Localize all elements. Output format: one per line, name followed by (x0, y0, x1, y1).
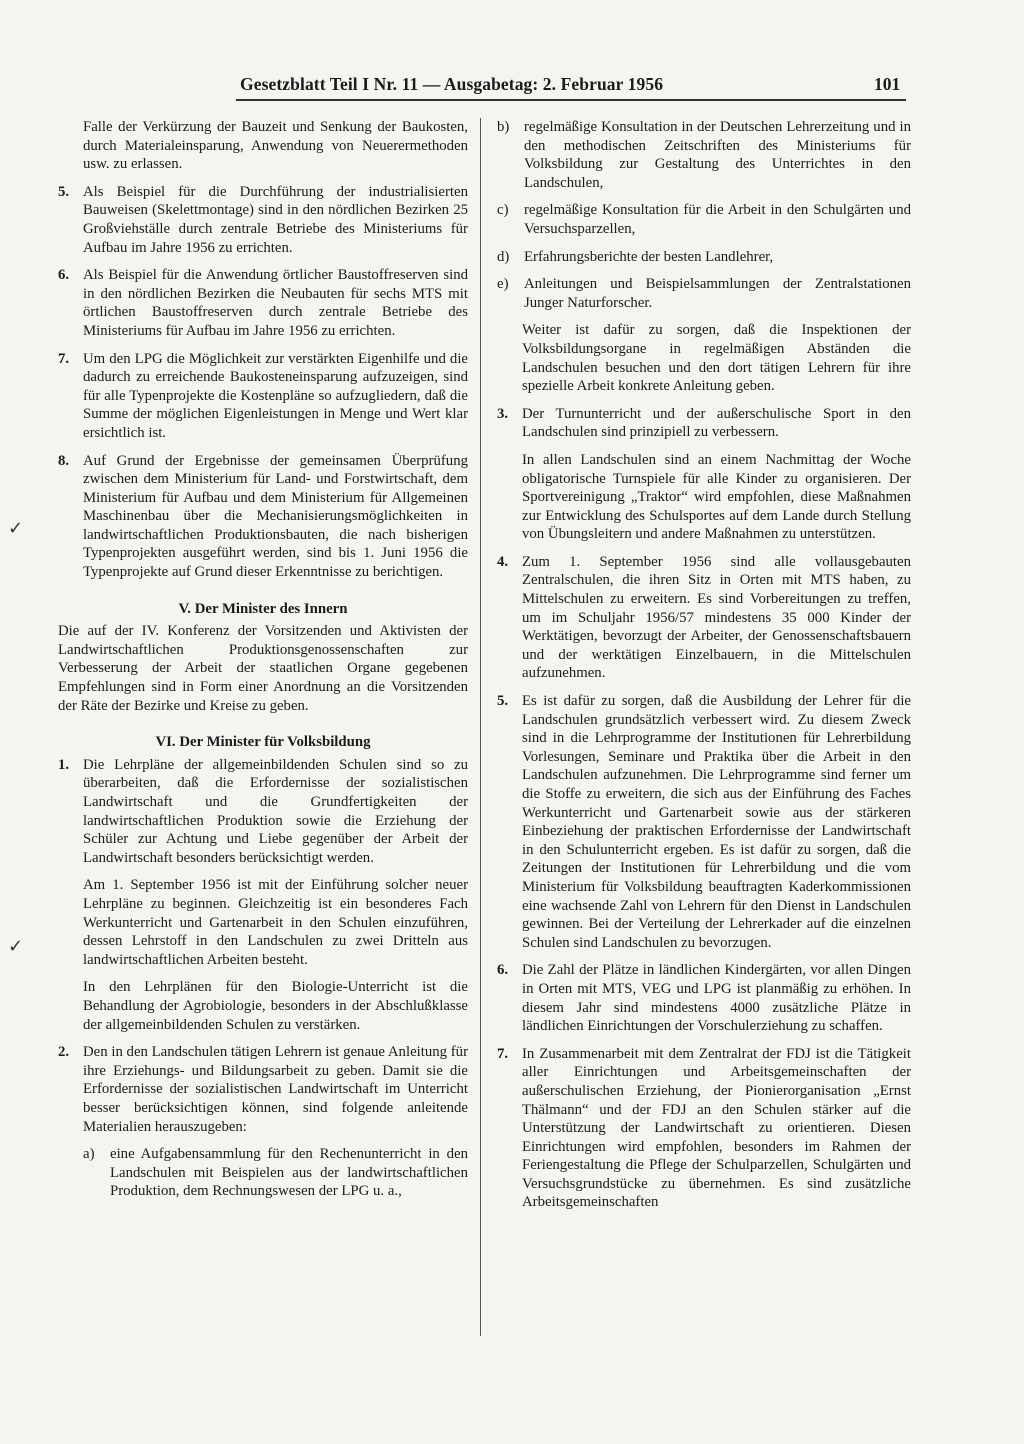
sub-item-c (497, 201, 911, 238)
margin-check-mark-icon: ✓ (8, 518, 24, 539)
section-heading-v: V. Der Minister des Innern (178, 600, 348, 617)
item-text: Der Turnunterricht und der außerschulische Sport in den Landschulen sind prinzipiell zu verbessern. (522, 405, 911, 441)
sub-item-a (58, 1145, 468, 1201)
left-column (58, 118, 468, 1210)
sub-item-letter: a) (83, 1146, 95, 1163)
item-number: 4. (497, 553, 509, 570)
item-1-paragraph-2: Am 1. September 1956 ist mit der Einführung solcher neuer Lehrpläne zu beginnen. Gleichzeitig ist ein besonderes Fach Werkunterricht und Gartenarbeit in den Schulen einzuführen, dessen Lehrstoff in den Landschulen zu zwei Dritteln aus landwirtschaftlichen Arbeiten besteht. (83, 877, 468, 968)
item-number: 1. (58, 756, 70, 773)
sub-item-e (497, 275, 911, 312)
list-item-8 (58, 452, 468, 582)
sub-item-text: Erfahrungsberichte der besten Landlehrer, (524, 248, 774, 265)
list-item-6-right (497, 961, 911, 1035)
list-item-1 (58, 756, 468, 868)
page-header (0, 74, 1024, 100)
paragraph-weiter: Weiter ist dafür zu sorgen, daß die Inspektionen der Volksbildungsorgane in regelmäßigen Abständen die Landschulen besuchen und den dort tätigen Lehrern für ihre spezielle Arbeit konkrete Anleitung geben. (522, 322, 911, 395)
sub-item-letter: b) (497, 119, 510, 135)
item-text: Die Zahl der Plätze in ländlichen Kindergärten, vor allen Dingen in Orten mit MTS, VEG und LPG ist planmäßig zu erhöhen. In diesem Jahr sind mindestens 4000 zusätzliche Plätze in ländlichen Einrichtungen der Vorschulerziehung zu schaffen. (522, 962, 911, 1035)
sub-item-b (497, 118, 911, 192)
sub-item-letter: c) (497, 202, 509, 219)
item-text: Die Lehrpläne der allgemeinbildenden Schulen sind so zu überarbeiten, daß die Erfordernisse der sozialistischen Landwirtschaft und die Grundfertigkeiten der landwirtschaftlichen Produktion sowie die Erziehung der Schüler zur Achtung und Liebe gegenüber der Arbeit der Landwirtschaft besonders berücksichtigt werden. (83, 756, 468, 866)
sub-item-letter: d) (497, 248, 510, 265)
section-v-text: Die auf der IV. Konferenz der Vorsitzenden und Aktivisten der Landwirtschaftlichen Produktionsgenossenschaften zur Verbesserung der Arbeit der staatlichen Organe gegebenen Empfehlungen sind in Form einer Anordnung an die Vorsitzenden der Räte der Bezirke und Kreise zu geben. (58, 623, 468, 714)
list-item-4 (497, 553, 911, 683)
item-text: Zum 1. September 1956 sind alle vollausgebauten Zentralschulen, die ihren Sitz in Orten mit MTS haben, zu Mittelschulen zu erweitern. Es sind Vorbereitungen zu treffen, um im Schuljahr 1956/57 mindestens 35 000 Kinder der Werktätigen, bevorzugt der Arbeiter, der Genossenschaftsbauern und der werktätigen Einzelbauern, in die Mittelschulen aufzunehmen. (522, 553, 911, 682)
item-number: 6. (497, 962, 509, 979)
item-3-paragraph-2: In allen Landschulen sind an einem Nachmittag der Woche obligatorische Turnspiele für alle Kinder zu organisieren. Der Sportvereinigung „Traktor“ wird empfohlen, diese Maßnahmen zur Entwicklung des Schulsportes auf dem Lande durch Stellung von Übungsleitern und andere Maßnahmen zu unterstützen. (522, 451, 911, 543)
item-number: 7. (58, 350, 70, 367)
item-text: Den in den Landschulen tätigen Lehrern ist genaue Anleitung für ihre Erziehungs- und Bildungsarbeit zu geben. Damit sie die Erfordernisse der sozialistischen Landwirtschaft im Unterricht besser berücksichtigen können, sind folgende anleitende Materialien herauszugeben: (83, 1044, 469, 1135)
item-text: Als Beispiel für die Durchführung der industrialisierten Bauweisen (Skelettmontage) sind in den nördlichen Bezirken 25 Großviehställe durch zentrale Betriebe des Ministeriums für Aufbau im Jahre 1956 zu errichten. (83, 183, 468, 256)
list-item-6 (58, 266, 468, 340)
item-text: Um den LPG die Möglichkeit zur verstärkten Eigenhilfe und die dadurch zu erreichende Baukosteneinsparung aufzuzeigen, sind für alle Typenprojekte die Kostenpläne so aufzugliedern, daß die Summe der möglichen Eigenleistungen in Menge und Wert klar ersichtlich ist. (83, 350, 468, 441)
header-title: Gesetzblatt Teil I Nr. 11 — Ausgabetag: 2. Februar 1956 (240, 74, 664, 94)
item-number: 2. (58, 1044, 70, 1061)
sub-item-text: eine Aufgabensammlung für den Rechenunterricht in den Landschulen mit Beispielen aus der landwirtschaftlichen Produktion, dem Rechnungswesen der LPG u. a., (110, 1146, 468, 1200)
list-item-7-right (497, 1045, 911, 1212)
margin-check-mark-icon: ✓ (8, 936, 24, 957)
sub-item-d (497, 248, 911, 267)
sub-item-text: regelmäßige Konsultation für die Arbeit in den Schulgärten und Versuchsparzellen, (524, 202, 911, 237)
sub-item-letter: e) (497, 276, 509, 293)
list-item-5 (58, 183, 468, 257)
item-number: 6. (58, 267, 70, 284)
sub-item-text: Anleitungen und Beispielsammlungen der Zentralstationen Junger Naturforscher. (524, 276, 911, 311)
item-text: In Zusammenarbeit mit dem Zentralrat der FDJ ist die Tätigkeit aller Einrichtungen und Arbeitsgemeinschaften der außerschulischen Erziehung, der Pionierorganisation „Ernst Thälmann“ und der FDJ an den Schulen stärker auf die Unterstützung der Landwirtschaft zu orientieren. Diesen Einrichtungen wird empfohlen, besonders im Rahmen der Feriengestaltung die Pflege der Schulparzellen, Schulgärten und Versuchsgrundstücke zu übernehmen. Es sind zusätzliche Arbeitsgemeinschaften (522, 1045, 911, 1211)
item-number: 7. (497, 1045, 509, 1062)
intro-continuation: Falle der Verkürzung der Bauzeit und Senkung der Baukosten, durch Materialeinsparung, Anwendung von Neuerermethoden usw. zu erlassen. (83, 119, 468, 173)
page-number: 101 (874, 74, 901, 94)
item-number: 5. (497, 693, 509, 710)
list-item-7 (58, 350, 468, 443)
item-number: 3. (497, 405, 509, 422)
section-heading-vi: VI. Der Minister für Volksbildung (155, 734, 371, 751)
list-item-2 (58, 1043, 468, 1136)
item-text: Es ist dafür zu sorgen, daß die Ausbildung der Lehrer für die Landschulen grundsätzlich verbessert wird. Zu diesem Zweck sind in die Lehrprogramme der Institutionen für Lehrerbildung Vorlesungen, Seminare und Praktika über die Arbeit in den Landschulen aufzunehmen. Die Lehrprogramme sind ferner um die Stoffe zu erweitern, die sich aus der Einführung des Faches Werkunterricht und Gartenarbeit sowie aus der stärkeren Einbeziehung der praktischen Erfordernisse der Landwirtschaft in den Schulunterricht ergeben. Es ist dafür zu sorgen, daß die Zeitungen der Institutionen für Lehrerbildung und die vom Ministerium für Volksbildung beauftragten Kaderkommissionen eine wachsende Zahl von Lehrern für den Dienst in Landschulen gewinnen. Bei der Verteilung der Lehrerkader auf die einzelnen Schulen sind Landschulen zu bevorzugen. (522, 693, 911, 951)
list-item-5-right (497, 692, 911, 952)
sub-item-text: regelmäßige Konsultation in der Deutschen Lehrerzeitung und in den methodischen Zeitschriften des Ministeriums für Volksbildung zur Gestaltung des Unterrichtes in den Landschulen, (524, 119, 911, 191)
list-item-3 (497, 405, 911, 442)
header-rule (236, 99, 906, 101)
item-number: 5. (58, 183, 70, 200)
item-text: Als Beispiel für die Anwendung örtlicher Baustoffreserven sind in den nördlichen Bezirken die Neubauten für sechs MTS mit örtlichen Baustoffreserven durch zentrale Betriebe des Ministeriums für Aufbau im Jahre 1956 zu errichten. (83, 267, 468, 339)
item-number: 8. (58, 452, 70, 469)
right-column (497, 118, 911, 1221)
item-1-paragraph-3: In den Lehrplänen für den Biologie-Unterricht ist die Behandlung der Agrobiologie, besonders in der Abschlußklasse der allgemeinbildenden Schulen zu verstärken. (83, 979, 468, 1033)
item-text: Auf Grund der Ergebnisse der gemeinsamen Überprüfung zwischen dem Ministerium für Land- und Forstwirtschaft, dem Ministerium für Aufbau und dem Ministerium für Allgemeinen Maschinenbau über die Mechanisierungsmöglichkeiten in landwirtschaftlichen Produktionsbauten, die nach bisherigen Typenprojekten ausgeführt werden, sind bis 1. Juni 1956 die Typenprojekte auf Grund dieser Erkenntnisse zu berichtigen. (83, 452, 468, 581)
column-divider (480, 118, 481, 1336)
